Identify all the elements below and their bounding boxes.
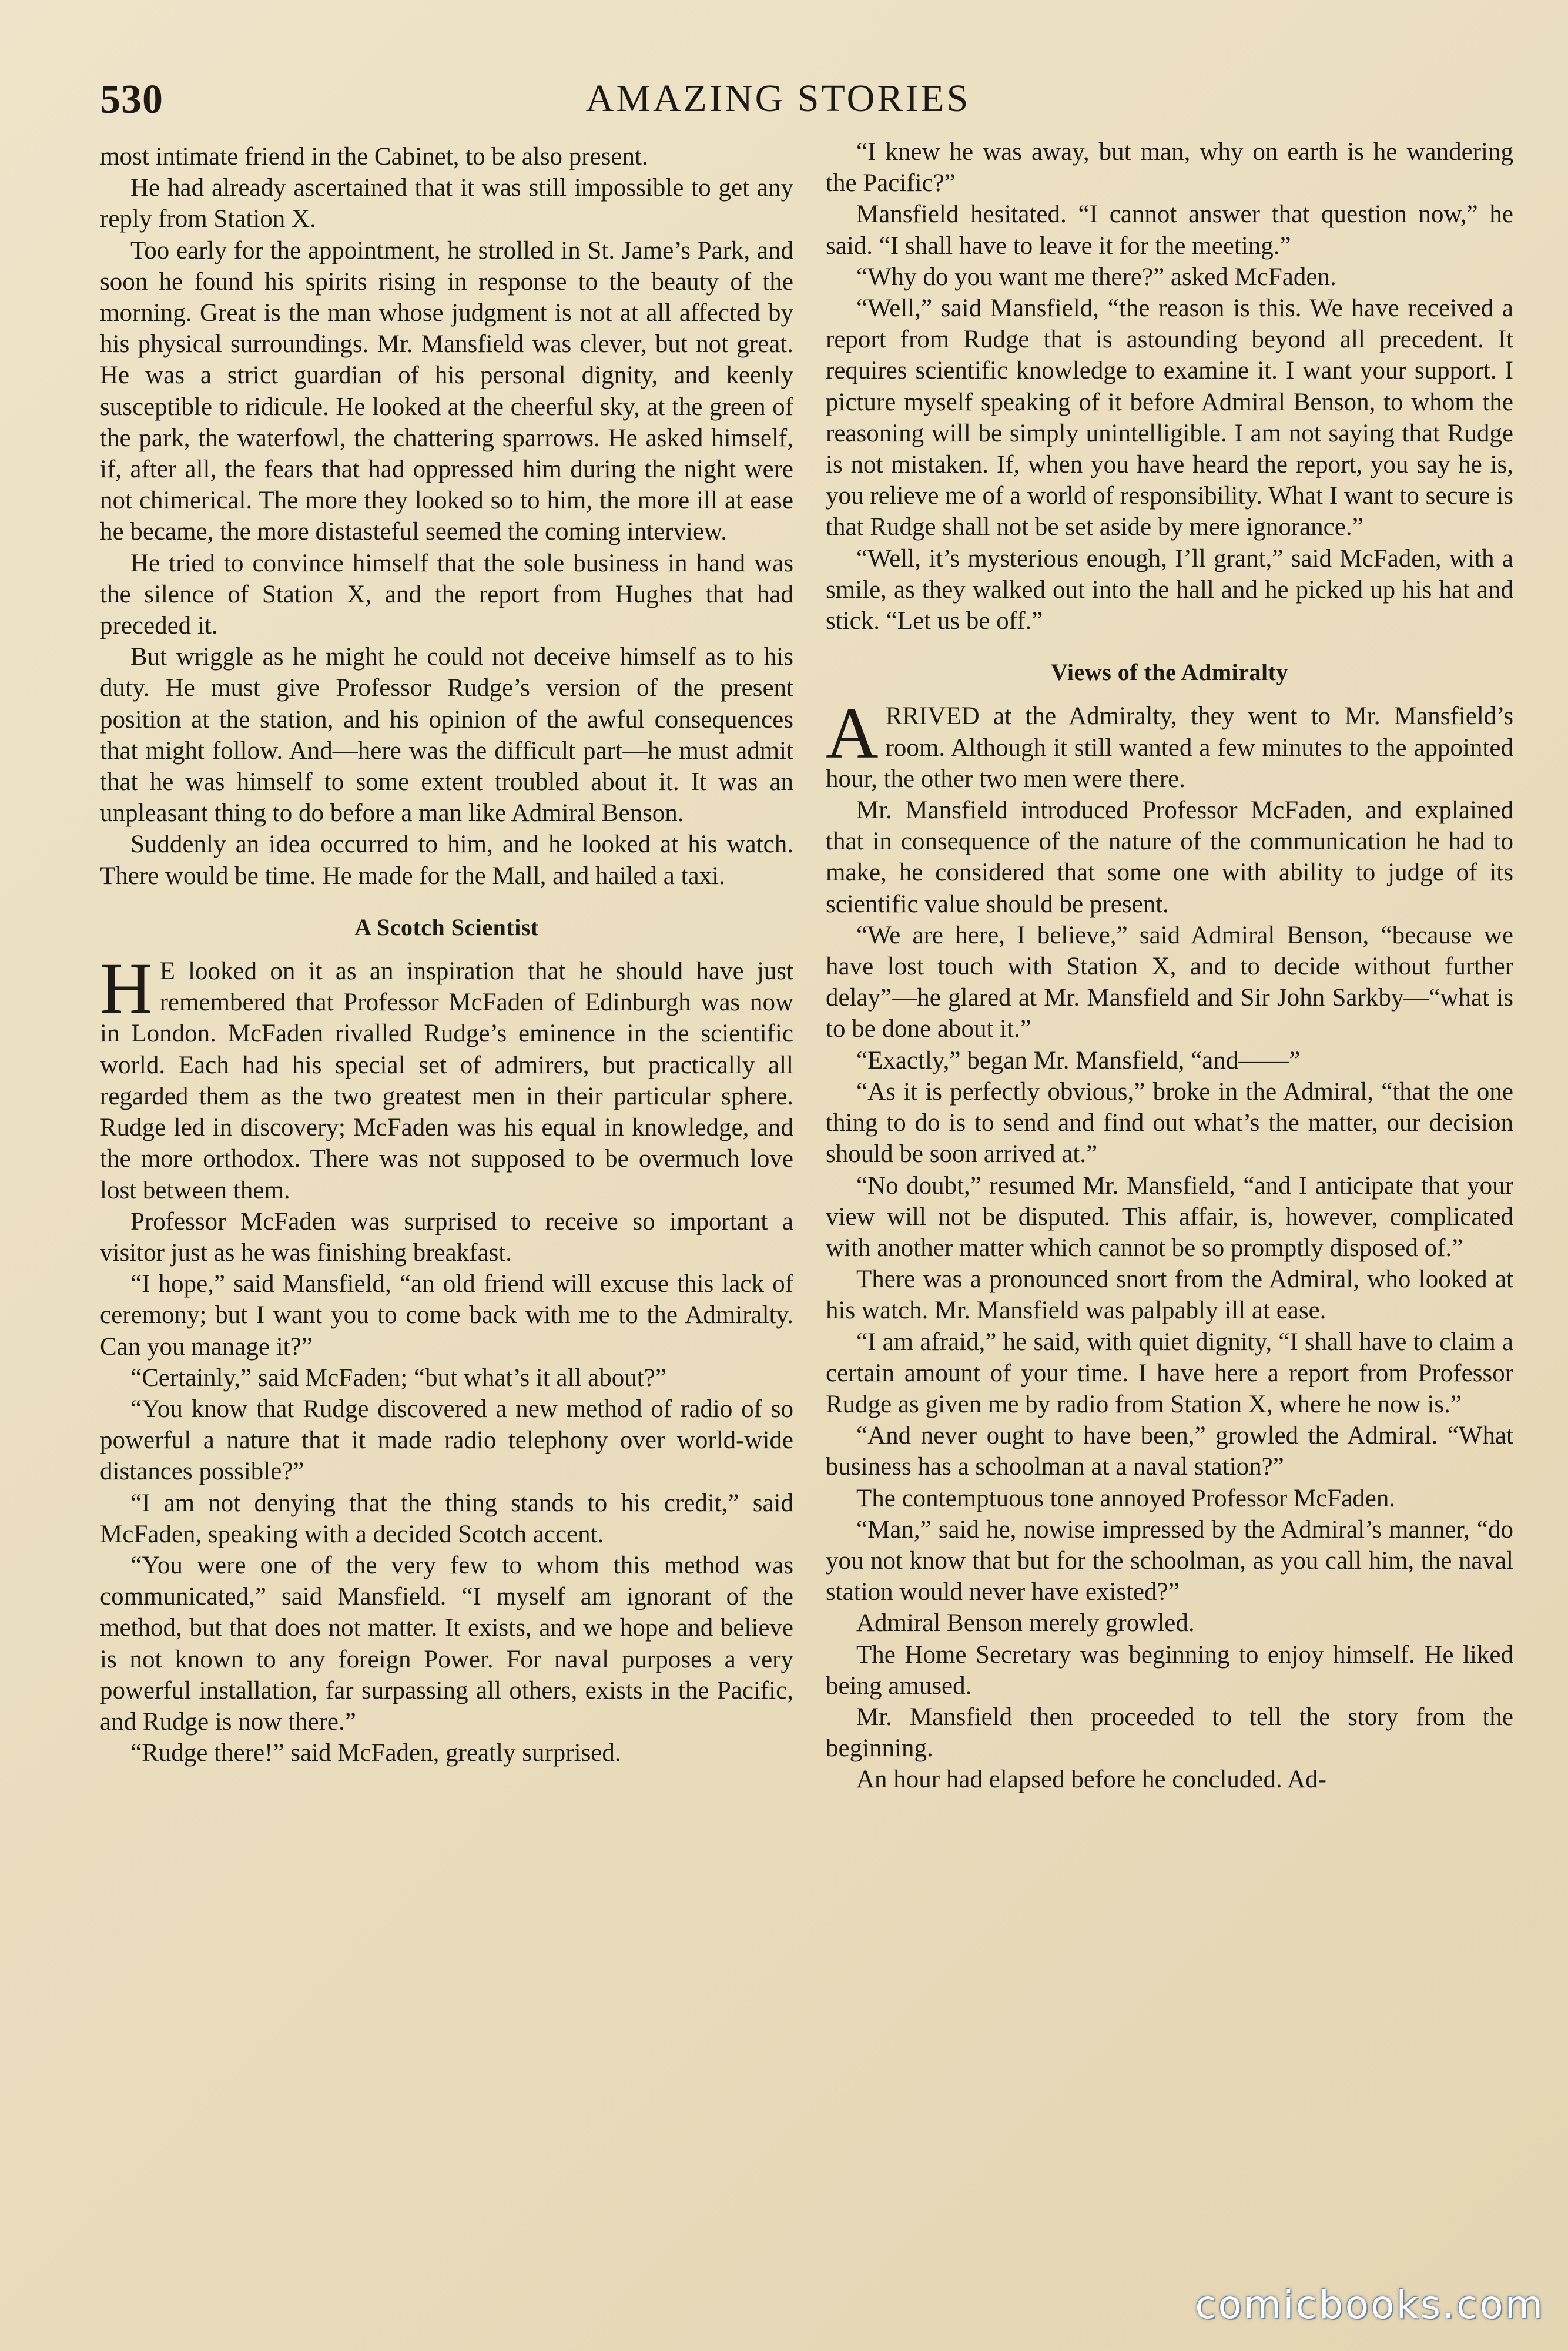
- paragraph: The Home Secretary was beginning to enjoy himself. He liked being amused.: [826, 1640, 1513, 1700]
- paragraph: Suddenly an idea occurred to him, and he looked at his watch. There would be time. He made for the Mall, and hailed a taxi.: [100, 830, 793, 890]
- paragraph: Mr. Mansfield then proceeded to tell the story from the beginning.: [826, 1703, 1513, 1763]
- paragraph: Mansfield hesitated. “I cannot answer that question now,” he said. “I shall have to leave it for the meeting.”: [826, 200, 1513, 260]
- dropcap-paragraph-text: RRIVED at the Admiralty, they went to Mr. Mansfield’s room. Although it still wanted a few minutes to the appointed hour, the other two men were there.: [826, 702, 1513, 793]
- page-number: 530: [100, 77, 163, 122]
- dropcap-paragraph: [100, 948, 793, 1206]
- paragraph: But wriggle as he might he could not deceive himself as to his duty. He must give Professor Rudge’s version of the present position at the station, and his opinion of the awful consequences that might follow. And—here was the difficult part—he must admit that he was himself to some extent troubled about it. It was an unpleasant thing to do before a man like Admiral Benson.: [100, 643, 793, 828]
- dropcap-paragraph: [826, 693, 1513, 795]
- drop-cap-letter: H: [100, 948, 153, 1029]
- page-header: [100, 76, 1456, 135]
- drop-cap-letter: A: [826, 693, 879, 774]
- paragraph: Admiral Benson merely growled.: [856, 1609, 1195, 1637]
- paragraph: “You know that Rudge discovered a new method of radio of so powerful a nature that it made radio telephony over world-wide distances possible?”: [100, 1395, 793, 1486]
- paragraph: There was a pronounced snort from the Admiral, who looked at his watch. Mr. Mansfield was palpably ill at ease.: [826, 1265, 1513, 1325]
- paragraph: “Well, it’s mysterious enough, I’ll grant,” said McFaden, with a smile, as they walked out into the hall and he picked up his hat and stick. “Let us be off.”: [826, 544, 1513, 635]
- paragraph: “Man,” said he, nowise impressed by the Admiral’s manner, “do you not know that but for the schoolman, as you call him, the naval station would never have existed?”: [826, 1515, 1513, 1606]
- paragraph: “As it is perfectly obvious,” broke in the Admiral, “that the one thing to do is to send and find out what’s the matter, our decision should be soon arrived at.”: [826, 1077, 1513, 1168]
- paragraph: “And never ought to have been,” growled the Admiral. “What business has a schoolman at a naval station?”: [826, 1422, 1513, 1481]
- paragraph: “I knew he was away, but man, why on earth is he wandering the Pacific?”: [826, 138, 1513, 197]
- paragraph: An hour had elapsed before he concluded. Ad-: [856, 1766, 1326, 1794]
- paragraph: Professor McFaden was surprised to receive so important a visitor just as he was finishing breakfast.: [100, 1207, 793, 1267]
- site-watermark: comicbooks.com: [1195, 2282, 1544, 2327]
- dropcap-paragraph-text: E looked on it as an inspiration that he should have just remembered that Professor McFaden of Edinburgh was now in London. McFaden rivalled Rudge’s eminence in the scientific world. Each had his special set of admirers, but practically all regarded them as the two greatest men in their particular sphere. Rudge led in discovery; McFaden was his equal in knowledge, and the more orthodox. There was not supposed to be overmuch love lost between them.: [100, 957, 793, 1204]
- paragraph: “I am not denying that the thing stands to his credit,” said McFaden, speaking with a decided Scotch accent.: [100, 1489, 793, 1548]
- paragraph: He had already ascertained that it was still impossible to get any reply from Station X.: [100, 174, 793, 233]
- paragraph: “Rudge there!” said McFaden, greatly surprised.: [130, 1739, 621, 1767]
- paragraph: “Why do you want me there?” asked McFaden.: [856, 263, 1336, 291]
- paragraph: Mr. Mansfield introduced Professor McFaden, and explained that in consequence of the nature of the communication he had to make, he considered that some one with ability to judge of its scientific value should be present.: [826, 796, 1513, 918]
- right-column: [826, 136, 1513, 1796]
- paragraph: He tried to convince himself that the sole business in hand was the silence of Station X, and the report from Hughes that had preceded it.: [100, 549, 793, 640]
- paragraph: “I hope,” said Mansfield, “an old friend will excuse this lack of ceremony; but I want you to come back with me to the Admiralty. Can you manage it?”: [100, 1270, 793, 1361]
- paragraph: most intimate friend in the Cabinet, to be also present.: [100, 143, 648, 170]
- paragraph: “No doubt,” resumed Mr. Mansfield, “and I anticipate that your view will not be disputed. This affair, is, however, complicated with another matter which cannot be so promptly disposed of.”: [826, 1171, 1513, 1262]
- magazine-title: AMAZING STORIES: [585, 77, 971, 120]
- paragraph: “Exactly,” began Mr. Mansfield, “and——”: [856, 1046, 1301, 1074]
- left-column: [100, 141, 793, 1769]
- section-subheading: A Scotch Scientist: [354, 913, 539, 940]
- paragraph: Too early for the appointment, he strolled in St. Jame’s Park, and soon he found his spirits rising in response to the beauty of the morning. Great is the man whose judgment is not at all affected by his physical surroundings. Mr. Mansfield was clever, but not great. He was a strict guardian of his personal dignity, and keenly susceptible to ridicule. He looked at the cheerful sky, at the green of the park, the waterfowl, the chattering sparrows. He asked himself, if, after all, the fears that had oppressed him during the night were not chimerical. The more they looked so to him, the more ill at ease he became, the more distasteful seemed the coming interview.: [100, 236, 793, 546]
- paragraph: “We are here, I believe,” said Admiral Benson, “because we have lost touch with Station X, and to decide without further delay”—he glared at Mr. Mansfield and Sir John Sarkby—“what is to be done about it.”: [826, 921, 1513, 1043]
- paragraph: The contemptuous tone annoyed Professor McFaden.: [856, 1484, 1396, 1512]
- paragraph: “Well,” said Mansfield, “the reason is this. We have received a report from Rudge that is astounding beyond all precedent. It requires scientific knowledge to examine it. I want your support. I picture myself speaking of it before Admiral Benson, to whom the reasoning will be simply unintelligible. I am not saying that Rudge is not mistaken. If, when you have heard the report, you say he is, you relieve me of a world of responsibility. What I want to secure is that Rudge shall not be set aside by mere ignorance.”: [826, 294, 1513, 541]
- paragraph: “Certainly,” said McFaden; “but what’s it all about?”: [130, 1364, 666, 1392]
- paragraph: “I am afraid,” he said, with quiet dignity, “I shall have to claim a certain amount of your time. I have here a report from Professor Rudge as given me by radio from Station X, where he now is.”: [826, 1328, 1513, 1418]
- section-subheading: Views of the Admiralty: [1051, 659, 1288, 686]
- paragraph: “You were one of the very few to whom this method was communicated,” said Mansfield. “I myself am ignorant of the method, but that does not matter. It exists, and we hope and believe is not known to any foreign Power. For naval purposes a very powerful installation, far surpassing all others, exists in the Pacific, and Rudge is now there.”: [100, 1551, 793, 1736]
